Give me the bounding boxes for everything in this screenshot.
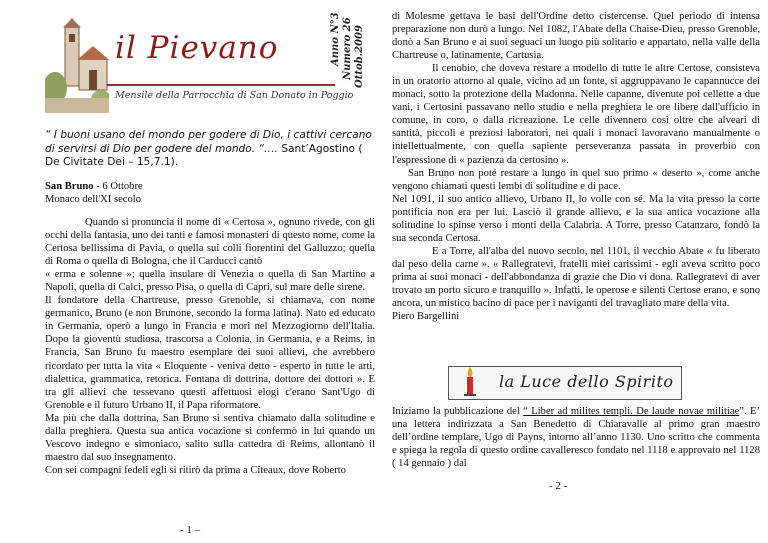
paragraph: Nel 1091, il suo antico allievo, Urbano II, lo volle con sé. Ma la vita presso la corte pontificia non era per lui. Lasciò il grande allievo, e la sua antica vocazione alla solitudine lo spinse verso i monti della Calabria. A Torre, presso Catanzaro, fondò la sua seconda Certosa.	[392, 193, 760, 244]
intro-rest: ”. E’ una lettera indirizzata a San Benedetto di Chiaravalle al primo gran maestro dell’ordine templare, Ugo di Payns, intorno all’anno 1130. Uno scritto che commenta e spiega la regola di questo ordine cavalleresco fondato nel 1118 e approvato nel 1128 ( 14 gennaio ) dal	[392, 406, 761, 470]
paragraph: Il fondatore della Chartreuse, presso Grenoble, si chiamava, con nome germanico, Bruno (e non Brunone, secondo la forma latina). Nato ed educato in Germania, operò a lungo in Francia e morì nel Mezzogiorno dell'Italia. Dopo la gioventù studiosa, trascorsa a Colonia, in Germania, e a Reims, in Francia, San Bruno fu maestro esemplare dei suoi allievi, che avrebbero ricordato per tutta la vita « Eloquente - veniva detto - esperto in tutte le arti, dialettica, grammatica, retorica. Fontana di dottrina, dottore dei dottori ». E tra gli allievi che tessevano questi affettuosi elogi c'erano Sant'Ugo di Grenoble e il futuro Urbano II, il Papa riformatore.	[45, 295, 375, 411]
newsletter-subtitle: Mensile della Parrocchia di San Donato in Poggio	[115, 90, 354, 101]
section-subtitle: Monaco dell'XI secolo	[45, 194, 142, 205]
feast-date: - 6 Ottobre	[93, 181, 143, 192]
quote-text: “ I buoni usano del mondo per godere di Dio, i cattivi cercano di servirsi di Dio per godere del mondo. “….	[45, 129, 372, 155]
article-body-right	[392, 10, 760, 323]
paragraph	[392, 405, 760, 470]
issue-number: Numero 26	[342, 17, 353, 80]
quote-block	[45, 129, 375, 170]
article-intro	[392, 405, 760, 470]
quote-attribution: Sant’Agostino ( De Civitate Dei – 15,7.1).	[45, 142, 363, 168]
author: Piero Bargellini	[392, 311, 460, 323]
church-drawing-icon	[45, 18, 109, 113]
paragraph: « erma e solenne »; quella insulare di Venezia o quella di San Martino a Napoli, quella di Calci, presso Pisa, o quella di Capri, sul mare delle sirene.	[45, 269, 375, 294]
paragraph: San Bruno non poté restare a lungo in quel suo primo « deserto », come anche vengono chiamati questi lembi di solitudine e di pace.	[392, 167, 760, 192]
saint-name: San Bruno	[45, 181, 94, 192]
article-body-left	[45, 216, 375, 477]
right-page	[384, 0, 768, 543]
section-heading	[45, 180, 143, 206]
issue-info	[330, 12, 378, 103]
banner-title: la Luce dello Spirito	[499, 372, 674, 391]
paragraph: Il cenobio, che doveva restare a modello di tutte le altre Certose, consisteva in un oratorio attorno al quale, vicino ad un fonte, si aggruppavano le capannucce dei monaci, sotto la protezione della Madonna. Nelle capanne, divenute poi cellette a due vani, i Certosini passavano nello studio e nella preghiera le ore libere dall'ufficio in comune, in coro, o dalla ricreazione. Le celle divennero così oltre che alveari di santità, piccoli e preziosi laboratori, nei quali i monaci lavoravano manualmente o intellettualmente, con quella sapiente perseveranza passata in proverbio con l'espressione di « pazienza da certosino ».	[392, 63, 760, 166]
intro-lead: Iniziamo la pubblicazione del	[392, 406, 524, 417]
paragraph: Ma più che dalla dottrina, San Bruno si sentiva chiamato dalla solitudine e dalla preghiera. Questa sua antica vocazione si confermò in lui quando un Vescovo indegno e simoniaco, salito sulla cattedra di Reims, allontanò il maestro dal suo insegnamento.	[45, 412, 375, 463]
candle-icon	[459, 365, 481, 397]
paragraph: Quando si pronuncia il nome di « Certosa », ognuno rivede, con gli occhi della fantasia, uno dei tanti e famosi monasteri di questo nome, come la Certosa bellissima di Pavia, o quella sui colli fiorentini del Galluzzo; quella di Roma o quella di Bologna, che il Carducci cantò	[45, 217, 375, 268]
issue-date: Ottob.2009	[354, 25, 365, 88]
liber-title: “ Liber ad milites templi. De laude novae militiae	[523, 406, 740, 417]
page-number-right: - 2 -	[549, 480, 568, 492]
issue-year: Anno N°3	[330, 12, 341, 66]
paragraph: Con sei compagni fedeli egli si ritirò da prima a Cîteaux, dove Roberto	[45, 464, 346, 476]
newsletter-title: il Pievano	[115, 30, 279, 66]
page-number-left: - 1 –	[180, 524, 201, 536]
section-banner	[448, 366, 682, 400]
paragraph: E a Torre, all'alba del nuovo secolo, nel 1101, il vecchio Abate « fu liberato dal peso della carne ». « Rallegratevi, fratelli miei carissimi - egli aveva scritto poco prima ai suoi monaci - dell'abbondanza di grazie che Dio vi dona. Rallegratevi di aver trovato un porto sicuro e tranquillo ». Infatti, le operose e silenti Certose erano, e sono ancora, un mistico bacino di pace per i naviganti del travagliato mare della vita.	[392, 245, 760, 310]
divider	[107, 84, 335, 86]
paragraph: di Molesme gettava le basi dell'Ordine detto cistercense. Quel periodo di intensa preparazione non durò a lungo. Nel 1082, l'Abate della Chaise-Dieu, presso Grenoble, donò a San Bruno e ai suoi seguaci un luogo più solitario e appartato, nella valle della Chartreuse o, latinamente, Cartusia.	[392, 11, 760, 62]
